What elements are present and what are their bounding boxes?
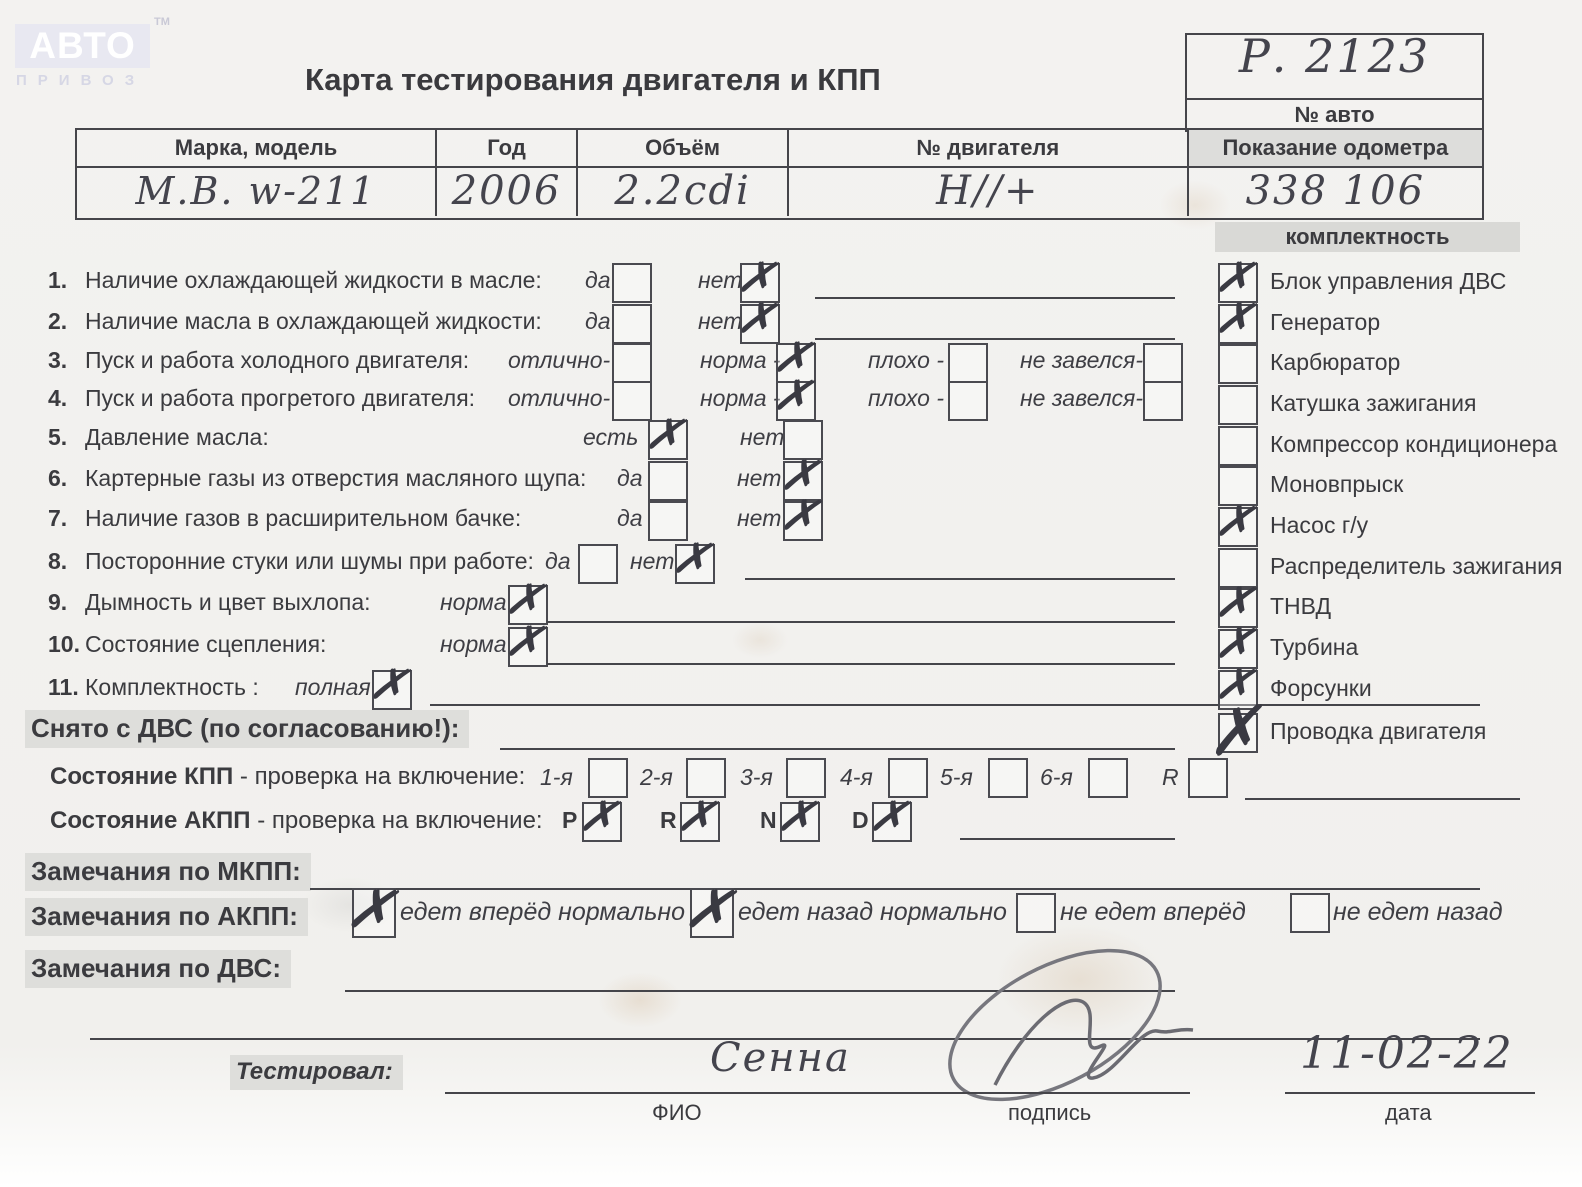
item-11-full-label: полная: [295, 674, 371, 700]
item-11-full-checkbox: [372, 670, 412, 710]
item-2-no-checkbox: [740, 304, 780, 344]
item-6-number: 6.: [48, 465, 68, 491]
item-10-number: 10.: [48, 631, 80, 657]
item-3-excellent-checkbox: [612, 343, 652, 383]
item-3-excellent-label: отлично-: [508, 347, 611, 373]
make-model-value: М.В. w-211: [77, 166, 437, 216]
akpp-r-label: R: [660, 807, 677, 833]
item-2-label: Наличие масла в охлаждающей жидкости:: [85, 308, 542, 334]
item-10-blank-line: [547, 663, 1175, 665]
comp-ps-pump-label: Насос г/у: [1270, 512, 1369, 538]
akpp-no-forward-label: не едет вперёд: [1060, 898, 1246, 926]
auto-number-box: [1185, 29, 1484, 132]
akpp-no-backward-label: не едет назад: [1333, 898, 1503, 926]
signature-caption: подпись: [1008, 1100, 1092, 1125]
removed-from-engine-label: Снято с ДВС (по согласованию!):: [25, 710, 469, 748]
kpp-gear-6-checkbox: [1088, 758, 1128, 798]
item-2-no-label: нет: [698, 308, 743, 334]
engine-number-value: Н//+: [789, 166, 1189, 216]
logo-subtitle: ПРИВОЗ: [16, 72, 146, 89]
remarks-akpp-label: Замечания по АКПП:: [25, 898, 308, 936]
auto-number-label: № авто: [1187, 98, 1482, 130]
item-10-label: Состояние сцепления:: [85, 631, 327, 657]
item-4-nostart-label: не завелся-: [1020, 385, 1144, 411]
vehicle-table-header-row: [77, 130, 1482, 168]
item-2-yes-label: да: [585, 308, 611, 334]
item-10-norm-label: норма: [440, 631, 507, 657]
kpp-gear-3-label: 3-я: [740, 764, 773, 790]
odometer-header: Показание одометра: [1189, 130, 1482, 166]
odometer-value: 338 106: [1245, 168, 1426, 214]
comp-carburetor-label: Карбюратор: [1270, 349, 1401, 375]
item-7-no-checkbox: [783, 501, 823, 541]
item-9-blank-line: [547, 621, 1175, 623]
year-value: 2006: [437, 166, 578, 216]
kpp-gear-5-checkbox: [988, 758, 1028, 798]
kpp-gear-1-label: 1-я: [540, 764, 573, 790]
item-9-number: 9.: [48, 589, 68, 615]
item-8-no-label: нет: [630, 548, 675, 574]
item-3-nostart-checkbox: [1143, 343, 1183, 383]
akpp-state-label: [50, 807, 543, 835]
item-2-yes-checkbox: [612, 304, 652, 344]
item-7-no-label: нет: [737, 505, 782, 531]
year-header: Год: [437, 130, 578, 166]
item-1-yes-checkbox: [612, 263, 652, 303]
akpp-d-checkbox: [872, 802, 912, 842]
kpp-gear-2-label: 2-я: [640, 764, 673, 790]
item-5-absent-label: нет: [740, 424, 785, 450]
akpp-n-label: N: [760, 807, 777, 833]
remarks-mkpp-line: [310, 888, 1480, 890]
item-4-label: Пуск и работа прогретого двигателя:: [85, 385, 476, 411]
item-6-yes-label: да: [617, 465, 643, 491]
item-1-label: Наличие охлаждающей жидкости в масле:: [85, 267, 542, 293]
remarks-mkpp-label: Замечания по МКПП:: [25, 853, 311, 891]
item-4-number: 4.: [48, 385, 68, 411]
item-8-number: 8.: [48, 548, 68, 574]
item-4-excellent-checkbox: [612, 381, 652, 421]
kpp-state-label-bold: Состояние КПП: [50, 763, 234, 790]
date-caption: дата: [1385, 1100, 1432, 1125]
item-4-nostart-checkbox: [1143, 381, 1183, 421]
kpp-gear-r-label: R: [1162, 764, 1179, 790]
vehicle-table: [75, 128, 1484, 220]
item-11-blank-line: [430, 704, 1480, 706]
item-3-bad-checkbox: [948, 343, 988, 383]
item-4-bad-checkbox: [948, 381, 988, 421]
comp-mono-injection-label: Моновпрыск: [1270, 471, 1404, 497]
comp-ps-pump-checkbox: [1218, 507, 1258, 547]
akpp-state-label-bold: Состояние АКПП: [50, 807, 251, 834]
item-3-bad-label: плохо -: [868, 347, 944, 373]
comp-generator-label: Генератор: [1270, 309, 1381, 335]
akpp-no-backward-checkbox: [1290, 893, 1330, 933]
comp-injectors-label: Форсунки: [1270, 675, 1372, 701]
avtoprivoz-logo: АВТО: [15, 24, 150, 68]
item-5-present-checkbox: [648, 420, 688, 460]
akpp-backward-ok-label: едет назад нормально: [738, 898, 1007, 926]
auto-number-value: Р. 2123: [1238, 29, 1431, 83]
item-5-number: 5.: [48, 424, 68, 450]
tester-name-handwritten: Сенна: [710, 1035, 851, 1081]
comp-turbine-label: Турбина: [1270, 634, 1359, 660]
akpp-d-label: D: [852, 807, 869, 833]
comp-ac-compressor-checkbox: [1218, 426, 1258, 466]
item-8-yes-label: да: [545, 548, 571, 574]
item-4-norm-checkbox: [776, 381, 816, 421]
item-4-norm-label: норма -: [700, 385, 781, 411]
item-3-norm-label: норма -: [700, 347, 781, 373]
akpp-blank-line: [960, 838, 1175, 840]
akpp-backward-ok-checkbox: [690, 888, 734, 938]
akpp-forward-ok-label: едет вперёд нормально: [400, 898, 686, 926]
item-9-label: Дымность и цвет выхлопа:: [85, 589, 371, 615]
item-3-nostart-label: не завелся-: [1020, 347, 1144, 373]
volume-value: 2.2cdi: [578, 166, 789, 216]
remarks-dvs-label: Замечания по ДВС:: [25, 950, 291, 988]
item-6-yes-checkbox: [648, 461, 688, 501]
removed-from-engine-line: [500, 748, 1175, 750]
item-6-label: Картерные газы из отверстия масляного щупа:: [85, 465, 587, 491]
item-7-number: 7.: [48, 505, 68, 531]
item-11-label: Комплектность :: [85, 674, 259, 700]
kpp-blank-line: [1245, 798, 1520, 800]
kpp-gear-6-label: 6-я: [1040, 764, 1073, 790]
comp-ignition-coil-label: Катушка зажигания: [1270, 390, 1477, 416]
signature-line: [890, 1092, 1190, 1094]
trademark-mark: TM: [154, 16, 170, 28]
item-5-label: Давление масла:: [85, 424, 269, 450]
item-4-bad-label: плохо -: [868, 385, 944, 411]
comp-carburetor-checkbox: [1218, 344, 1258, 384]
akpp-p-checkbox: [582, 802, 622, 842]
comp-ignition-coil-checkbox: [1218, 385, 1258, 425]
page-title: Карта тестирования двигателя и КПП: [305, 62, 881, 97]
fio-line: [445, 1092, 905, 1094]
item-7-yes-label: да: [617, 505, 643, 531]
date-handwritten: 11-02-22: [1300, 1028, 1514, 1079]
akpp-r-checkbox: [680, 802, 720, 842]
item-9-norm-label: норма: [440, 589, 507, 615]
completeness-header: комплектность: [1215, 222, 1520, 252]
item-10-norm-checkbox: [508, 627, 548, 667]
kpp-state-label-rest: - проверка на включение:: [233, 763, 526, 790]
comp-generator-checkbox: [1218, 304, 1258, 344]
tested-by-label: Тестировал:: [230, 1055, 403, 1090]
comp-ecu-label: Блок управления ДВС: [1270, 268, 1507, 294]
item-8-no-checkbox: [675, 544, 715, 584]
akpp-p-label: P: [562, 807, 578, 833]
item-3-number: 3.: [48, 347, 68, 373]
make-model-header: Марка, модель: [77, 130, 437, 166]
item-3-label: Пуск и работа холодного двигателя:: [85, 347, 470, 373]
kpp-gear-5-label: 5-я: [940, 764, 973, 790]
item-7-label: Наличие газов в расширительном бачке:: [85, 505, 522, 531]
item-1-yes-label: да: [585, 267, 611, 293]
item-8-label: Посторонние стуки или шумы при работе:: [85, 548, 534, 574]
akpp-forward-ok-checkbox: [352, 888, 396, 938]
fio-caption: ФИО: [652, 1100, 702, 1125]
item-2-blank-line: [815, 338, 1175, 340]
comp-engine-wiring-checkbox: [1218, 713, 1258, 753]
engine-number-header: № двигателя: [789, 130, 1189, 166]
kpp-gear-4-label: 4-я: [840, 764, 873, 790]
item-8-blank-line: [745, 578, 1175, 580]
item-4-excellent-label: отлично-: [508, 385, 611, 411]
item-6-no-label: нет: [737, 465, 782, 491]
comp-tnvd-label: ТНВД: [1270, 593, 1332, 619]
item-1-number: 1.: [48, 267, 68, 293]
item-5-present-label: есть: [583, 424, 639, 450]
volume-header: Объём: [578, 130, 789, 166]
item-11-number: 11.: [48, 674, 79, 700]
kpp-state-label: [50, 763, 525, 791]
akpp-n-checkbox: [780, 802, 820, 842]
item-2-number: 2.: [48, 308, 68, 334]
akpp-state-label-rest: - проверка на включение:: [250, 807, 543, 834]
comp-ac-compressor-label: Компрессор кондиционера: [1270, 431, 1558, 457]
date-line: [1285, 1092, 1535, 1094]
item-1-blank-line: [815, 297, 1175, 299]
item-1-no-label: нет: [698, 267, 743, 293]
comp-distributor-label: Распределитель зажигания: [1270, 553, 1563, 579]
item-8-yes-checkbox: [578, 544, 618, 584]
vehicle-table-value-row: [77, 166, 1482, 216]
comp-engine-wiring-label: Проводка двигателя: [1270, 718, 1487, 744]
